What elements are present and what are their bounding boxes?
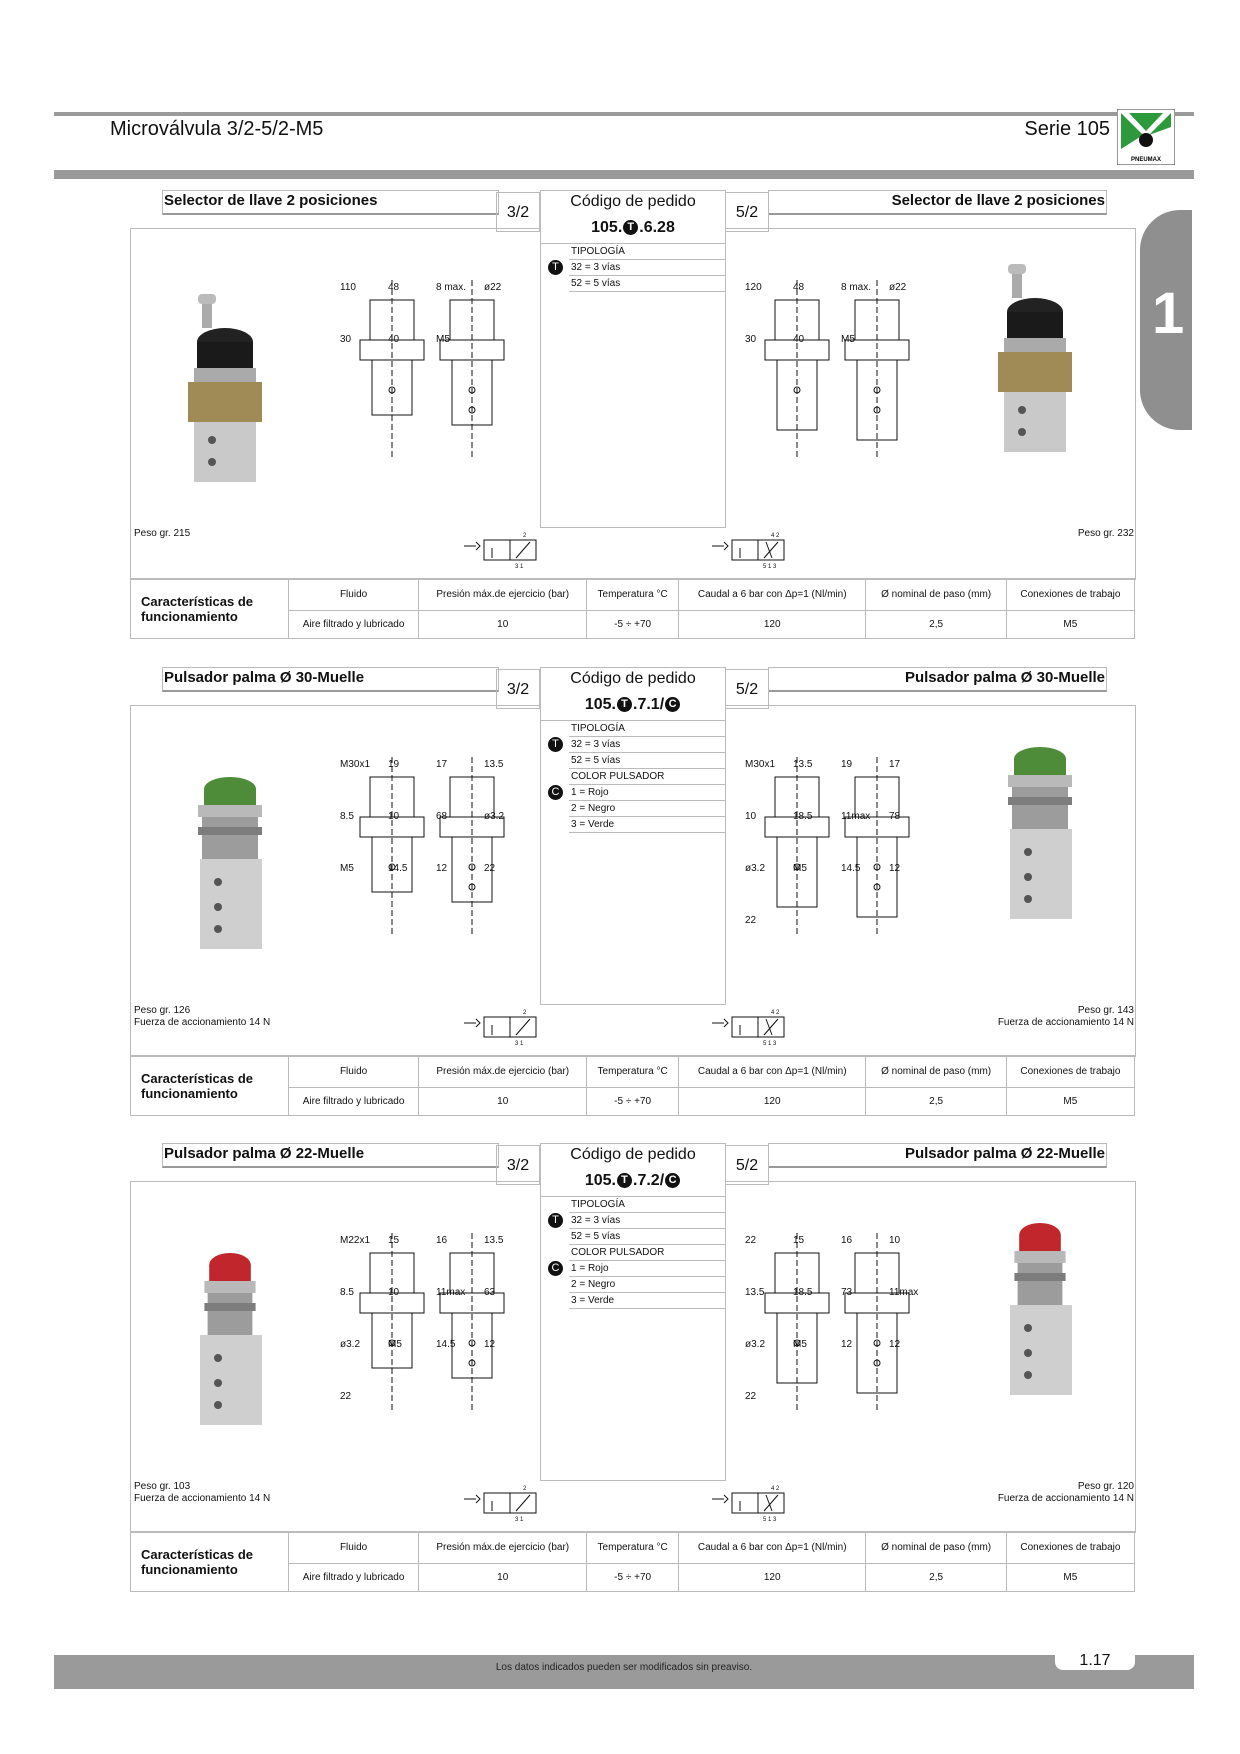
option-row: 1 = Rojo <box>569 1261 725 1277</box>
weight-line: Peso gr. 215 <box>134 528 191 539</box>
dimension-label: 16 <box>841 1235 853 1246</box>
dimension-label: 48 <box>388 282 400 293</box>
order-code-box <box>540 667 726 1005</box>
dimension-label: 22 <box>745 1391 757 1402</box>
dimension-label: 63 <box>484 1287 496 1298</box>
pneumatic-symbol-5-2 <box>708 530 798 575</box>
order-code-box <box>540 1143 726 1481</box>
dimension-label: 10 <box>745 811 757 822</box>
weight-line: Peso gr. 120 <box>1077 1481 1134 1492</box>
dimension-label: M5 <box>793 863 807 874</box>
svg-text:5 1 3: 5 1 3 <box>763 1041 777 1047</box>
dimension-label: 13.5 <box>745 1287 765 1298</box>
header-pressure: Presión máx.de ejercicio (bar) <box>419 579 587 611</box>
option-group <box>541 1197 725 1245</box>
dimension-label: 17 <box>436 759 448 770</box>
pneumatic-symbol-5-2 <box>708 1483 798 1528</box>
dimension-label: 10 <box>388 811 400 822</box>
product-photo-3-2 <box>180 290 270 495</box>
dimension-label: 16 <box>436 1235 448 1246</box>
footer-note: Los datos indicados pueden ser modificados sin preaviso. <box>495 1662 753 1673</box>
option-row: 2 = Negro <box>569 801 725 817</box>
dimension-label: 8.5 <box>340 1287 354 1298</box>
svg-text:2: 2 <box>523 1010 527 1016</box>
dimension-label: 19 <box>388 759 400 770</box>
value-pressure: 10 <box>419 1564 587 1592</box>
product-photo-5-2 <box>990 1213 1090 1408</box>
dimension-label: 10 <box>388 1287 400 1298</box>
page-title: Microválvula 3/2-5/2-M5 <box>110 118 324 140</box>
dimension-label: 30 <box>745 334 757 345</box>
dimension-label: M5 <box>793 1339 807 1350</box>
weight-line: Peso gr. 126 <box>134 1005 191 1016</box>
order-code-label: Código de pedido <box>570 1146 696 1163</box>
t-badge: T <box>617 697 632 712</box>
chapter-number: 1 <box>1152 281 1185 346</box>
dimension-label: ø3.2 <box>745 863 766 874</box>
option-row: TIPOLOGÍA <box>569 721 725 737</box>
dimension-label: 19 <box>841 759 853 770</box>
order-code-value: 105. T .6.28 <box>541 213 725 244</box>
technical-drawing-5-2 <box>735 270 935 475</box>
option-row: 3 = Verde <box>569 817 725 833</box>
dimension-label: M5 <box>388 1339 402 1350</box>
dimension-label: ø3.2 <box>745 1339 766 1350</box>
value-fluid: Aire filtrado y lubricado <box>289 611 419 639</box>
position-label-3-2: 3/2 <box>496 1145 540 1185</box>
dimension-label: 18.5 <box>793 1287 813 1298</box>
dimension-label: ø22 <box>889 282 907 293</box>
value-pressure: 10 <box>419 1088 587 1116</box>
position-label-5-2: 5/2 <box>725 1145 769 1185</box>
svg-text:3 1: 3 1 <box>515 564 524 570</box>
position-label-3-2: 3/2 <box>496 192 540 232</box>
option-group <box>541 244 725 292</box>
dimension-label: 11max <box>841 811 871 822</box>
dimension-label: 40 <box>388 334 400 345</box>
position-label-5-2: 5/2 <box>725 669 769 709</box>
dimension-label: ø22 <box>484 282 502 293</box>
t-badge: T <box>617 1173 632 1188</box>
weight-line: Peso gr. 232 <box>1077 528 1134 539</box>
option-row: 32 = 3 vías <box>569 1213 725 1229</box>
option-badge: C <box>548 1261 563 1276</box>
dimension-label: 30 <box>340 334 352 345</box>
dimension-label: 14.5 <box>436 1339 456 1350</box>
dimension-label: 15 <box>388 1235 400 1246</box>
header-nominal: Ø nominal de paso (mm) <box>866 1532 1006 1564</box>
characteristics-table <box>130 1055 1135 1116</box>
logo-text: PNEUMAX <box>1130 157 1162 163</box>
order-code-box <box>540 190 726 528</box>
option-row: COLOR PULSADOR <box>569 1245 725 1261</box>
option-row: TIPOLOGÍA <box>569 244 725 260</box>
option-badge: T <box>548 260 563 275</box>
header-flow: Caudal a 6 bar con Δp=1 (Nl/min) <box>678 1532 865 1564</box>
header-nominal: Ø nominal de paso (mm) <box>866 579 1006 611</box>
weight-left <box>134 1005 270 1029</box>
dimension-label: 68 <box>436 811 448 822</box>
pneumatic-symbol-3-2 <box>460 1007 550 1052</box>
value-connections: M5 <box>1006 1564 1134 1592</box>
dimension-label: 22 <box>484 863 496 874</box>
header-bottom-rule <box>54 170 1194 179</box>
section-title-left: Pulsador palma Ø 30-Muelle <box>162 667 499 692</box>
pneumatic-symbol-5-2 <box>708 1007 798 1052</box>
dimension-label: 11max <box>436 1287 466 1298</box>
characteristics-table <box>130 578 1135 639</box>
dimension-label: 8.5 <box>340 811 354 822</box>
dimension-label: 10 <box>889 1235 901 1246</box>
product-photo-3-2 <box>180 1243 280 1438</box>
weight-right <box>998 1481 1134 1505</box>
value-nominal: 2,5 <box>866 611 1006 639</box>
section-title-right: Selector de llave 2 posiciones <box>768 190 1107 215</box>
weight-right <box>1078 528 1134 540</box>
option-row: TIPOLOGÍA <box>569 1197 725 1213</box>
value-flow: 120 <box>678 611 865 639</box>
value-temperature: -5 ÷ +70 <box>587 1088 679 1116</box>
weight-line: Peso gr. 143 <box>1077 1005 1134 1016</box>
t-badge: T <box>623 220 638 235</box>
svg-text:3 1: 3 1 <box>515 1041 524 1047</box>
dimension-label: 22 <box>340 1391 352 1402</box>
value-flow: 120 <box>678 1088 865 1116</box>
page-number: 1.17 <box>1055 1650 1135 1670</box>
product-photo-5-2 <box>990 737 1090 932</box>
svg-text:5 1 3: 5 1 3 <box>763 1517 777 1523</box>
option-group <box>541 721 725 769</box>
value-pressure: 10 <box>419 611 587 639</box>
dimension-label: 14.5 <box>388 863 408 874</box>
header-temperature: Temperatura °C <box>587 1056 679 1088</box>
pneumax-logo <box>1117 109 1175 165</box>
value-temperature: -5 ÷ +70 <box>587 611 679 639</box>
c-badge: C <box>665 697 680 712</box>
dimension-label: 120 <box>745 282 762 293</box>
header-temperature: Temperatura °C <box>587 579 679 611</box>
value-connections: M5 <box>1006 611 1134 639</box>
dimension-label: 18.5 <box>793 811 813 822</box>
section-title-right: Pulsador palma Ø 30-Muelle <box>768 667 1107 692</box>
dimension-label: 40 <box>793 334 805 345</box>
value-connections: M5 <box>1006 1088 1134 1116</box>
header-temperature: Temperatura °C <box>587 1532 679 1564</box>
position-label-3-2: 3/2 <box>496 669 540 709</box>
dimension-label: 13.5 <box>793 759 813 770</box>
section-title-left: Pulsador palma Ø 22-Muelle <box>162 1143 499 1168</box>
option-row: 52 = 5 vías <box>569 753 725 769</box>
weight-left <box>134 528 190 540</box>
dimension-label: 13.5 <box>484 1235 504 1246</box>
option-group <box>541 769 725 833</box>
c-badge: C <box>665 1173 680 1188</box>
order-code-label: Código de pedido <box>570 670 696 687</box>
dimension-label: 110 <box>340 282 356 293</box>
header-connections: Conexiones de trabajo <box>1006 579 1134 611</box>
dimension-label: 12 <box>436 863 448 874</box>
header-pressure: Presión máx.de ejercicio (bar) <box>419 1056 587 1088</box>
dimension-label: M5 <box>340 863 354 874</box>
dimension-label: M30x1 <box>340 759 371 770</box>
dimension-label: 17 <box>889 759 901 770</box>
dimension-label: ø3.2 <box>340 1339 361 1350</box>
option-row: 2 = Negro <box>569 1277 725 1293</box>
option-row: COLOR PULSADOR <box>569 769 725 785</box>
order-code-value: 105. T .7.2/ C <box>541 1166 725 1197</box>
dimension-label: M5 <box>436 334 450 345</box>
weight-line: Fuerza de accionamiento 14 N <box>134 1493 271 1504</box>
dimension-label: M5 <box>841 334 855 345</box>
value-temperature: -5 ÷ +70 <box>587 1564 679 1592</box>
series-label: Serie 105 <box>1024 118 1110 140</box>
dimension-label: 22 <box>745 915 757 926</box>
option-badge: T <box>548 737 563 752</box>
product-photo-3-2 <box>180 767 280 962</box>
option-row: 3 = Verde <box>569 1293 725 1309</box>
section-title-right: Pulsador palma Ø 22-Muelle <box>768 1143 1107 1168</box>
dimension-label: 12 <box>841 1339 853 1350</box>
svg-text:4 2: 4 2 <box>771 533 780 539</box>
section-title-left: Selector de llave 2 posiciones <box>162 190 499 215</box>
svg-text:2: 2 <box>523 533 527 539</box>
value-flow: 120 <box>678 1564 865 1592</box>
dimension-label: 12 <box>889 863 901 874</box>
position-label-5-2: 5/2 <box>725 192 769 232</box>
header-fluid: Fluido <box>289 1056 419 1088</box>
technical-drawing-5-2 <box>735 1223 935 1428</box>
header-connections: Conexiones de trabajo <box>1006 1056 1134 1088</box>
header-flow: Caudal a 6 bar con Δp=1 (Nl/min) <box>678 579 865 611</box>
header-connections: Conexiones de trabajo <box>1006 1532 1134 1564</box>
header-flow: Caudal a 6 bar con Δp=1 (Nl/min) <box>678 1056 865 1088</box>
weight-line: Peso gr. 103 <box>134 1481 191 1492</box>
order-code-value: 105. T .7.1/ C <box>541 690 725 721</box>
dimension-label: 11max <box>889 1287 919 1298</box>
option-badge: C <box>548 785 563 800</box>
dimension-label: 8 max. <box>436 282 467 293</box>
header-top-rule <box>54 112 1194 116</box>
dimension-label: 78 <box>889 811 901 822</box>
value-nominal: 2,5 <box>866 1088 1006 1116</box>
svg-text:2: 2 <box>523 1486 527 1492</box>
value-fluid: Aire filtrado y lubricado <box>289 1564 419 1592</box>
header-fluid: Fluido <box>289 579 419 611</box>
dimension-label: M30x1 <box>745 759 776 770</box>
weight-right <box>998 1005 1134 1029</box>
value-fluid: Aire filtrado y lubricado <box>289 1088 419 1116</box>
product-photo-5-2 <box>990 260 1080 465</box>
weight-line: Fuerza de accionamiento 14 N <box>997 1017 1134 1028</box>
characteristics-table <box>130 1531 1135 1592</box>
option-row: 52 = 5 vías <box>569 276 725 292</box>
dimension-label: 8 max. <box>841 282 872 293</box>
option-row: 52 = 5 vías <box>569 1229 725 1245</box>
characteristics-label: Características de funcionamiento <box>131 1056 289 1116</box>
svg-text:3 1: 3 1 <box>515 1517 524 1523</box>
pneumatic-symbol-3-2 <box>460 530 550 575</box>
svg-text:4 2: 4 2 <box>771 1010 780 1016</box>
order-code-label: Código de pedido <box>570 193 696 210</box>
characteristics-label: Características de funcionamiento <box>131 579 289 639</box>
dimension-label: 48 <box>793 282 805 293</box>
dimension-label: ø3.2 <box>484 811 505 822</box>
header-fluid: Fluido <box>289 1532 419 1564</box>
dimension-label: M22x1 <box>340 1235 371 1246</box>
svg-text:5 1 3: 5 1 3 <box>763 564 777 570</box>
dimension-label: 73 <box>841 1287 853 1298</box>
option-row: 1 = Rojo <box>569 785 725 801</box>
characteristics-label: Características de funcionamiento <box>131 1532 289 1592</box>
pneumatic-symbol-3-2 <box>460 1483 550 1528</box>
dimension-label: 15 <box>793 1235 805 1246</box>
header-nominal: Ø nominal de paso (mm) <box>866 1056 1006 1088</box>
technical-drawing-3-2 <box>330 747 530 952</box>
option-row: 32 = 3 vías <box>569 260 725 276</box>
option-row: 32 = 3 vías <box>569 737 725 753</box>
header-pressure: Presión máx.de ejercicio (bar) <box>419 1532 587 1564</box>
option-badge: T <box>548 1213 563 1228</box>
weight-left <box>134 1481 270 1505</box>
dimension-label: 14.5 <box>841 863 861 874</box>
dimension-label: 13.5 <box>484 759 504 770</box>
technical-drawing-3-2 <box>330 270 530 475</box>
svg-text:4 2: 4 2 <box>771 1486 780 1492</box>
technical-drawing-3-2 <box>330 1223 530 1428</box>
weight-line: Fuerza de accionamiento 14 N <box>134 1017 271 1028</box>
dimension-label: 12 <box>484 1339 496 1350</box>
weight-line: Fuerza de accionamiento 14 N <box>997 1493 1134 1504</box>
option-group <box>541 1245 725 1309</box>
technical-drawing-5-2 <box>735 747 935 952</box>
value-nominal: 2,5 <box>866 1564 1006 1592</box>
dimension-label: 12 <box>889 1339 901 1350</box>
dimension-label: 22 <box>745 1235 757 1246</box>
